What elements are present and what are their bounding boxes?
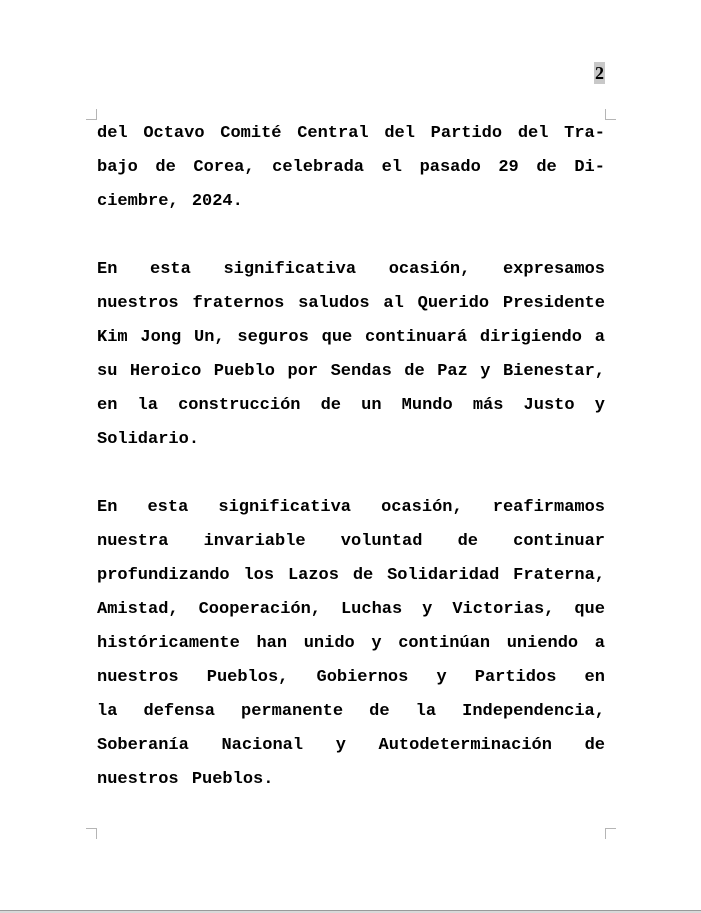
word: de [404,362,425,381]
word: de [369,702,390,721]
word: Comité [220,124,282,143]
word: Victorias, [452,600,555,619]
word: un [361,396,382,415]
word: dirigiendo [479,328,582,347]
word: históricamente [97,634,240,653]
word: la [97,702,118,721]
text-line [97,117,605,151]
word: Justo [523,396,575,415]
word: uniendo [506,634,579,653]
word: Pueblos, [206,668,289,687]
text-line [97,627,605,661]
word: Corea, [193,158,255,177]
paragraph-gap [97,219,605,253]
word: por [287,362,319,381]
word: de [536,158,557,177]
word: Kim [97,328,128,347]
word: voluntad [340,532,423,551]
margin-corner-bottom-left [86,828,97,839]
word: de [155,158,176,177]
word: defensa [143,702,215,721]
word: en [584,668,605,687]
text-line [97,151,605,185]
word: y [371,634,382,653]
word: profundizando [97,566,230,585]
word: nuestros [97,668,179,687]
page-number: 2 [595,63,604,83]
word: Soberanía [97,736,189,755]
text-line [97,661,605,695]
word: invariable [203,532,306,551]
text-line [97,525,605,559]
word: Fraterna, [513,566,605,585]
word: Mundo [401,396,453,415]
word: Pueblo [213,362,276,381]
text-line [97,729,605,763]
word: continúan [398,634,491,653]
word: en [97,396,118,415]
word: su [97,362,118,381]
word: Heroico [129,362,202,381]
word: Partidos [474,668,557,687]
word: ocasión, [381,498,463,517]
word: que [321,328,353,347]
text-line [97,491,605,525]
word: nuestra [97,532,169,551]
word: y [436,668,447,687]
word: de [457,532,478,551]
word: En [97,498,118,517]
word: Partido [430,124,503,143]
word: Presidente [502,294,605,313]
word: nuestros [97,294,179,313]
word: Autodeterminación [378,736,552,755]
margin-corner-top-left [86,109,97,120]
word: los [243,566,275,585]
word: Di- [574,158,605,177]
word: esta [150,260,191,279]
word: del [517,124,549,143]
word: reafirmamos [492,498,605,517]
word: la [137,396,158,415]
text-line [97,321,605,355]
body-text [97,117,605,797]
word: permanente [241,702,344,721]
word: la [415,702,437,721]
word: Luchas [340,600,403,619]
word: de [352,566,374,585]
word: Nacional [221,736,304,755]
margin-corner-bottom-right [605,828,616,839]
word: ocasión, [388,260,471,279]
word: continuar [513,532,605,551]
word: y [594,396,605,415]
text-line: Solidario. [97,430,200,449]
word: expresamos [502,260,605,279]
word: Gobiernos [316,668,409,687]
word: han [256,634,288,653]
text-line [97,389,605,423]
word: Jong [140,328,182,347]
word: Octavo [143,124,205,143]
word: pasado [419,158,481,177]
word: Central [297,124,369,143]
word: a [594,328,605,347]
word: esta [147,498,189,517]
text-line [97,559,605,593]
text-line [97,287,605,321]
word: al [383,294,404,313]
word: continuará [365,328,468,347]
word: y [480,362,491,381]
word: bajo [97,158,138,177]
word: que [574,600,605,619]
word: 29 [498,158,519,177]
word: significativa [223,260,357,279]
word: de [320,396,342,415]
text-line: nuestros Pueblos. [97,770,274,789]
word: del [97,124,128,143]
text-line [97,253,605,287]
word: Cooperación, [198,600,322,619]
word: seguros [237,328,309,347]
word: Sendas [330,362,392,381]
word: el [381,158,402,177]
margin-corner-top-right [605,109,616,120]
word: Amistad, [97,600,179,619]
word: de [584,736,605,755]
word: unido [303,634,355,653]
word: Querido [417,294,490,313]
word: construcción [178,396,301,415]
word: más [472,396,504,415]
word: Lazos [287,566,339,585]
word: y [335,736,346,755]
word: significativa [218,498,351,517]
word: y [422,600,433,619]
text-line [97,593,605,627]
word: En [97,260,118,279]
text-line [97,695,605,729]
word: a [594,634,605,653]
word: Tra- [564,124,605,143]
word: celebrada [272,158,364,177]
word: del [384,124,415,143]
text-line: ciembre, 2024. [97,192,243,211]
word: saludos [298,294,370,313]
text-line [97,355,605,389]
word: Solidaridad [387,566,500,585]
word: Paz [437,362,468,381]
word: fraternos [192,294,285,313]
paragraph-gap [97,457,605,491]
word: Bienestar, [502,362,605,381]
word: Independencia, [462,702,605,721]
word: Un, [194,328,225,347]
